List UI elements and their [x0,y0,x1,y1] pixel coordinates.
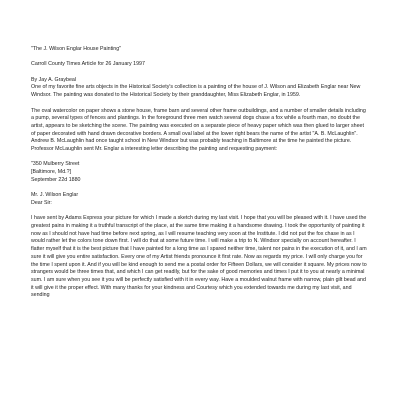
letter-date: September 22d 1880 [31,176,81,183]
source-line: Carroll County Times Article for 26 January 1997 [31,61,145,68]
document-title: "The J. Wilson Englar House Painting" [31,46,122,52]
letter-salutation: Dear Sir: [31,199,52,206]
letter-recipient: Mr. J. Wilson Englar [31,192,79,199]
byline: By Jay A. Graybeal [31,76,77,83]
letter-body: I have sent by Adams Express your picture for which I made a sketch during my last visit. I hope that you will be pleased with it. I have used the greatest pains in making it a truthful transcript of the place, at the same time making it a handsome drawing. I took the opportunity of painting it now as I should not have had time before next spring, as I will resume teaching very soon at the Institute. I did not put the fox chase in as I would rather let the colors tone down first. I will do that at some future time. I will make a trip to N. Windsor specially on account hereafter. I flatter myself that it is the best picture that I have painted for a long time as I spared neither time, talent nor pains in the execution of it, and I am sure it will give you entire satisfaction. Every one of my Artist friends pronounce it first rate. Now as regards my price. I will only charge you for the time I spent upon it. And if you will be kind enough to send me a postal order for Fifteen Dollars, we will consider it square. My prices now to strangers would be three times that, and which I can get readily, but for the sake of good memories and times I put it to you at nearly a minimal sum. I am sure when you see it you will be perfectly satisfied with it in every way. Have a moulded walnut frame with narrow, plain gilt bead and it will give it the proper effect. With many thanks for your kindness and Courtesy which you extended towards me during my last visit, and sending [31,215,367,299]
letter-address-line: [Baltimore, Md.?] [31,169,72,176]
letter-address-line: "350 Mulberry Street [31,161,80,168]
paragraph: One of my favorite fine arts objects in the Historical Society's collection is a painting of the house of J. Wilson and Elizabeth Englar near New Windsor. The painting was donated to the Historical Society by their granddaughter, Miss Elizabeth Englar, in 1959. [31,84,361,99]
paragraph: The oval watercolor on paper shows a stone house, frame barn and several other frame outbuildings, and a number of smaller details including a pump, several types of fences and plantings. In the foreground three men watch several dogs chase a fox while a fourth man, no doubt the artist, appears to be sketching the scene. The painting was executed on a separate piece of heavy paper which was then glued to larger sheet of paper decorated with hand drawn decorative borders. A small oval label at the lower right bears the name of the artist "A. B. McLaughlin". Andrew B. McLaughlin had once taught school in New Windsor but was probably teaching in Baltimore at the time he painted the picture. Professor McLaughlin sent Mr. Englar a interesting letter describing the painting and requesting payment: [31,107,366,153]
